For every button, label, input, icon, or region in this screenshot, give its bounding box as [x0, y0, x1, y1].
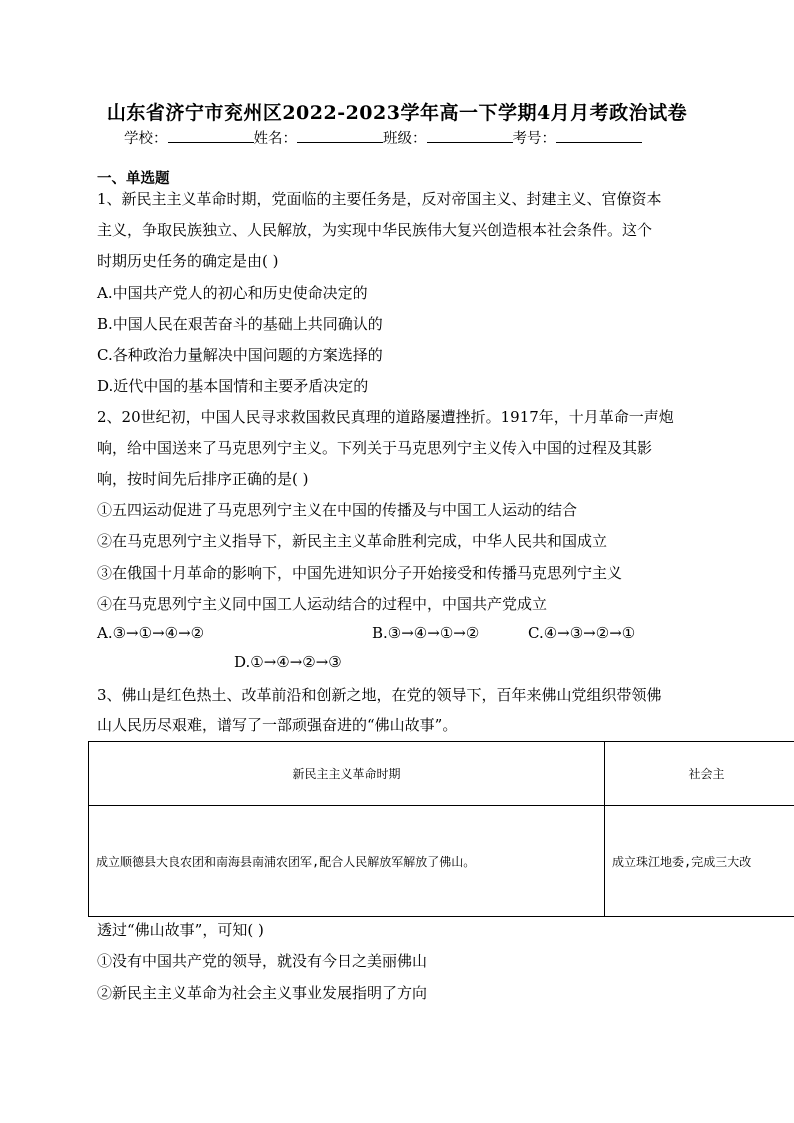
table-cell: 成立珠江地委,完成三大改 — [605, 806, 794, 917]
q3-line-2: 山人民历尽艰难，谱写了一部顽强奋进的“佛山故事”。 — [97, 716, 458, 734]
q3-line-1: 3、佛山是红色热土、改革前沿和创新之地，在党的领导下，百年来佛山党组织带领佛 — [97, 686, 662, 704]
q2-item-1: ①五四运动促进了马克思列宁主义在中国的传播及与中国工人运动的结合 — [97, 501, 578, 519]
q2-option-d: D.①→④→②→③ — [234, 653, 342, 671]
q1-option-b: B.中国人民在艰苦奋斗的基础上共同确认的 — [97, 315, 383, 333]
q3-stem: 透过“佛山故事”，可知( ) — [97, 921, 264, 939]
table-row — [89, 806, 794, 917]
q3-item-1: ①没有中国共产党的领导，就没有今日之美丽佛山 — [97, 952, 428, 970]
name-label: 姓名： — [253, 131, 297, 147]
class-label: 班级： — [383, 131, 427, 147]
q2-option-b: B.③→④→①→② — [372, 624, 480, 642]
q2-line-1: 2、20世纪初，中国人民寻求救国救民真理的道路屡遭挫折。1917年，十月革命一声炮 — [97, 408, 674, 426]
q2-option-c: C.④→③→②→① — [528, 624, 636, 642]
q2-item-2: ②在马克思列宁主义指导下，新民主主义革命胜利完成，中华人民共和国成立 — [97, 532, 608, 550]
exam-no-label: 考号： — [512, 131, 556, 147]
exam-title: 山东省济宁市兖州区2022-2023学年高一下学期4月月考政治试卷 — [106, 102, 688, 124]
section-heading: 一、单选题 — [97, 170, 170, 187]
q2-item-3: ③在俄国十月革命的影响下，中国先进知识分子开始接受和传播马克思列宁主义 — [97, 564, 623, 582]
table-cell: 成立顺德县大良农团和南海县南浦农团军,配合人民解放军解放了佛山。 — [89, 806, 605, 917]
q1-option-a: A.中国共产党人的初心和历史使命决定的 — [97, 284, 368, 302]
q1-option-c: C.各种政治力量解决中国问题的方案选择的 — [97, 346, 383, 364]
school-label: 学校： — [124, 131, 168, 147]
q3-item-2: ②新民主主义革命为社会主义事业发展指明了方向 — [97, 984, 428, 1002]
q1-line-2: 主义，争取民族独立、人民解放，为实现中华民族伟大复兴创造根本社会条件。这个 — [97, 221, 653, 239]
q1-line-1: 1、新民主主义革命时期，党面临的主要任务是，反对帝国主义、封建主义、官僚资本 — [97, 190, 662, 208]
foshan-story-table — [88, 741, 794, 917]
table-header-row — [89, 742, 794, 806]
q2-option-a: A.③→①→④→② — [97, 624, 205, 642]
q1-option-d: D.近代中国的基本国情和主要矛盾决定的 — [97, 377, 369, 395]
q1-line-3: 时期历史任务的确定是由( ) — [97, 252, 279, 270]
table-header-cell: 社会主 — [605, 742, 794, 806]
q2-line-3: 响，按时间先后排序正确的是( ) — [97, 470, 309, 488]
q2-item-4: ④在马克思列宁主义同中国工人运动结合的过程中，中国共产党成立 — [97, 595, 548, 613]
q2-line-2: 响，给中国送来了马克思列宁主义。下列关于马克思列宁主义传入中国的过程及其影 — [97, 439, 653, 457]
table-header-cell: 新民主主义革命时期 — [89, 742, 605, 806]
